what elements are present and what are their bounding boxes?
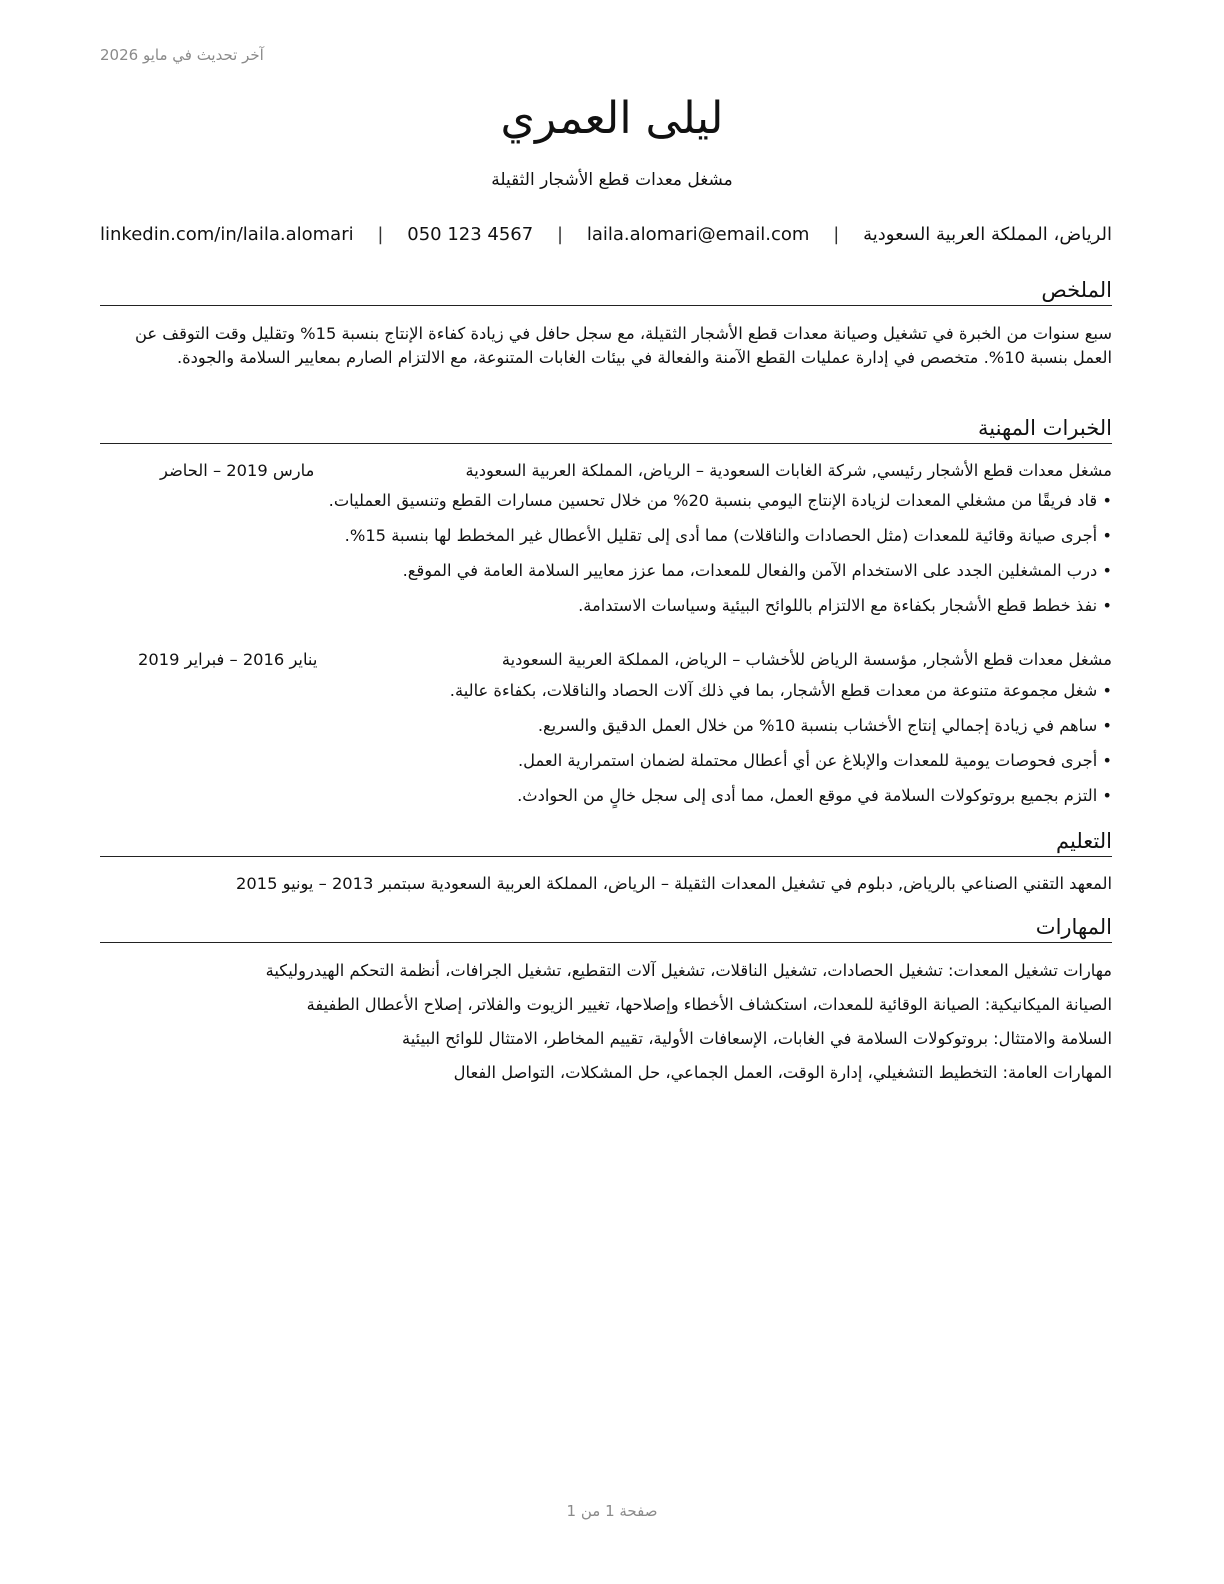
job-bullet: • أجرى صيانة وقائية للمعدات (مثل الحصادات والناقلات) مما أدى إلى تقليل الأعطال غير المخطط لها بنسبة 15%. bbox=[345, 524, 1112, 548]
contact-linkedin[interactable]: linkedin.com/in/laila.alomari bbox=[100, 224, 354, 245]
skills-line: السلامة والامتثال: بروتوكولات السلامة في الغابات، الإسعافات الأولية، تقييم المخاطر، الامتثال للوائح البيئية bbox=[402, 1029, 1112, 1048]
job-bullet: • نفذ خطط قطع الأشجار بكفاءة مع الالتزام باللوائح البيئية وسياسات الاستدامة. bbox=[578, 594, 1112, 618]
skills-line: مهارات تشغيل المعدات: تشغيل الحصادات، تشغيل الناقلات، تشغيل آلات التقطيع، تشغيل الجرافات، أنظمة التحكم الهيدروليكية bbox=[265, 961, 1112, 980]
job-bullet: • قاد فريقًا من مشغلي المعدات لزيادة الإنتاج اليومي بنسبة 20% من خلال تحسين مسارات القطع وتنسيق العمليات. bbox=[329, 489, 1112, 513]
contact-separator: | bbox=[557, 224, 564, 245]
education-entry: المعهد التقني الصناعي بالرياض, دبلوم في تشغيل المعدات الثقيلة – الرياض، المملكة العربية السعودية سبتمبر 2013 – يونيو 2015 bbox=[236, 874, 1112, 893]
contact-phone[interactable]: 050 123 4567 bbox=[407, 224, 534, 245]
job-location: – الرياض، المملكة العربية السعودية bbox=[465, 461, 704, 480]
job-dates: مارس 2019 – الحاضر bbox=[160, 461, 315, 480]
section-heading-education: التعليم bbox=[100, 827, 1112, 857]
contact-separator: | bbox=[377, 224, 384, 245]
job-bullet: • درب المشغلين الجدد على الاستخدام الآمن والفعال للمعدات، مما عزز معايير السلامة العامة في الموقع. bbox=[403, 559, 1112, 583]
job-header bbox=[100, 648, 1112, 672]
job-bullet: • التزم بجميع بروتوكولات السلامة في موقع العمل، مما أدى إلى سجل خالٍ من الحوادث. bbox=[517, 784, 1112, 808]
job-role-company: مشغل معدات قطع الأشجار رئيسي, شركة الغابات السعودية bbox=[709, 461, 1112, 480]
job-bullet: • شغل مجموعة متنوعة من معدات قطع الأشجار، بما في ذلك آلات الحصاد والناقلات، بكفاءة عالية. bbox=[450, 679, 1112, 703]
contact-separator: | bbox=[833, 224, 840, 245]
contact-line bbox=[100, 224, 1112, 245]
candidate-name: ليلى العمري bbox=[500, 93, 724, 144]
job-bullet: • ساهم في زيادة إجمالي إنتاج الأخشاب بنسبة 10% من خلال العمل الدقيق والسريع. bbox=[538, 714, 1112, 738]
summary-text: سبع سنوات من الخبرة في تشغيل وصيانة معدات قطع الأشجار الثقيلة، مع سجل حافل في زيادة كفاءة الإنتاج بنسبة 15% وتقليل وقت التوقف عن العمل بنسبة 10%. متخصص في إدارة عمليات القطع الآمنة والفعالة في بيئات الغابات المتنوعة، مع الالتزام الصارم بمعايير السلامة والجودة. bbox=[134, 324, 1112, 367]
job-dates: يناير 2016 – فبراير 2019 bbox=[138, 650, 318, 669]
section-heading-skills: المهارات bbox=[100, 913, 1112, 943]
last-updated: آخر تحديث في مايو 2026 bbox=[100, 46, 264, 64]
contact-email[interactable]: laila.alomari@email.com bbox=[586, 224, 810, 245]
contact-location: الرياض، المملكة العربية السعودية bbox=[863, 224, 1112, 245]
page-number: صفحة 1 من 1 bbox=[566, 1502, 658, 1520]
skills-line: المهارات العامة: التخطيط التشغيلي، إدارة الوقت، العمل الجماعي، حل المشكلات، التواصل الفعال bbox=[453, 1063, 1112, 1082]
skills-line: الصيانة الميكانيكية: الصيانة الوقائية للمعدات، استكشاف الأخطاء وإصلاحها، تغيير الزيوت والفلاتر، إصلاح الأعطال الطفيفة bbox=[306, 995, 1112, 1014]
job-role-company: مشغل معدات قطع الأشجار, مؤسسة الرياض للأخشاب bbox=[745, 650, 1112, 669]
job-location: – الرياض، المملكة العربية السعودية bbox=[501, 650, 741, 669]
section-heading-experience: الخبرات المهنية bbox=[100, 414, 1112, 444]
section-heading-summary: الملخص bbox=[100, 276, 1112, 306]
job-header bbox=[100, 459, 1112, 483]
job-bullet: • أجرى فحوصات يومية للمعدات والإبلاغ عن أي أعطال محتملة لضمان استمرارية العمل. bbox=[518, 749, 1112, 773]
job-title: مشغل معدات قطع الأشجار الثقيلة bbox=[491, 170, 733, 190]
